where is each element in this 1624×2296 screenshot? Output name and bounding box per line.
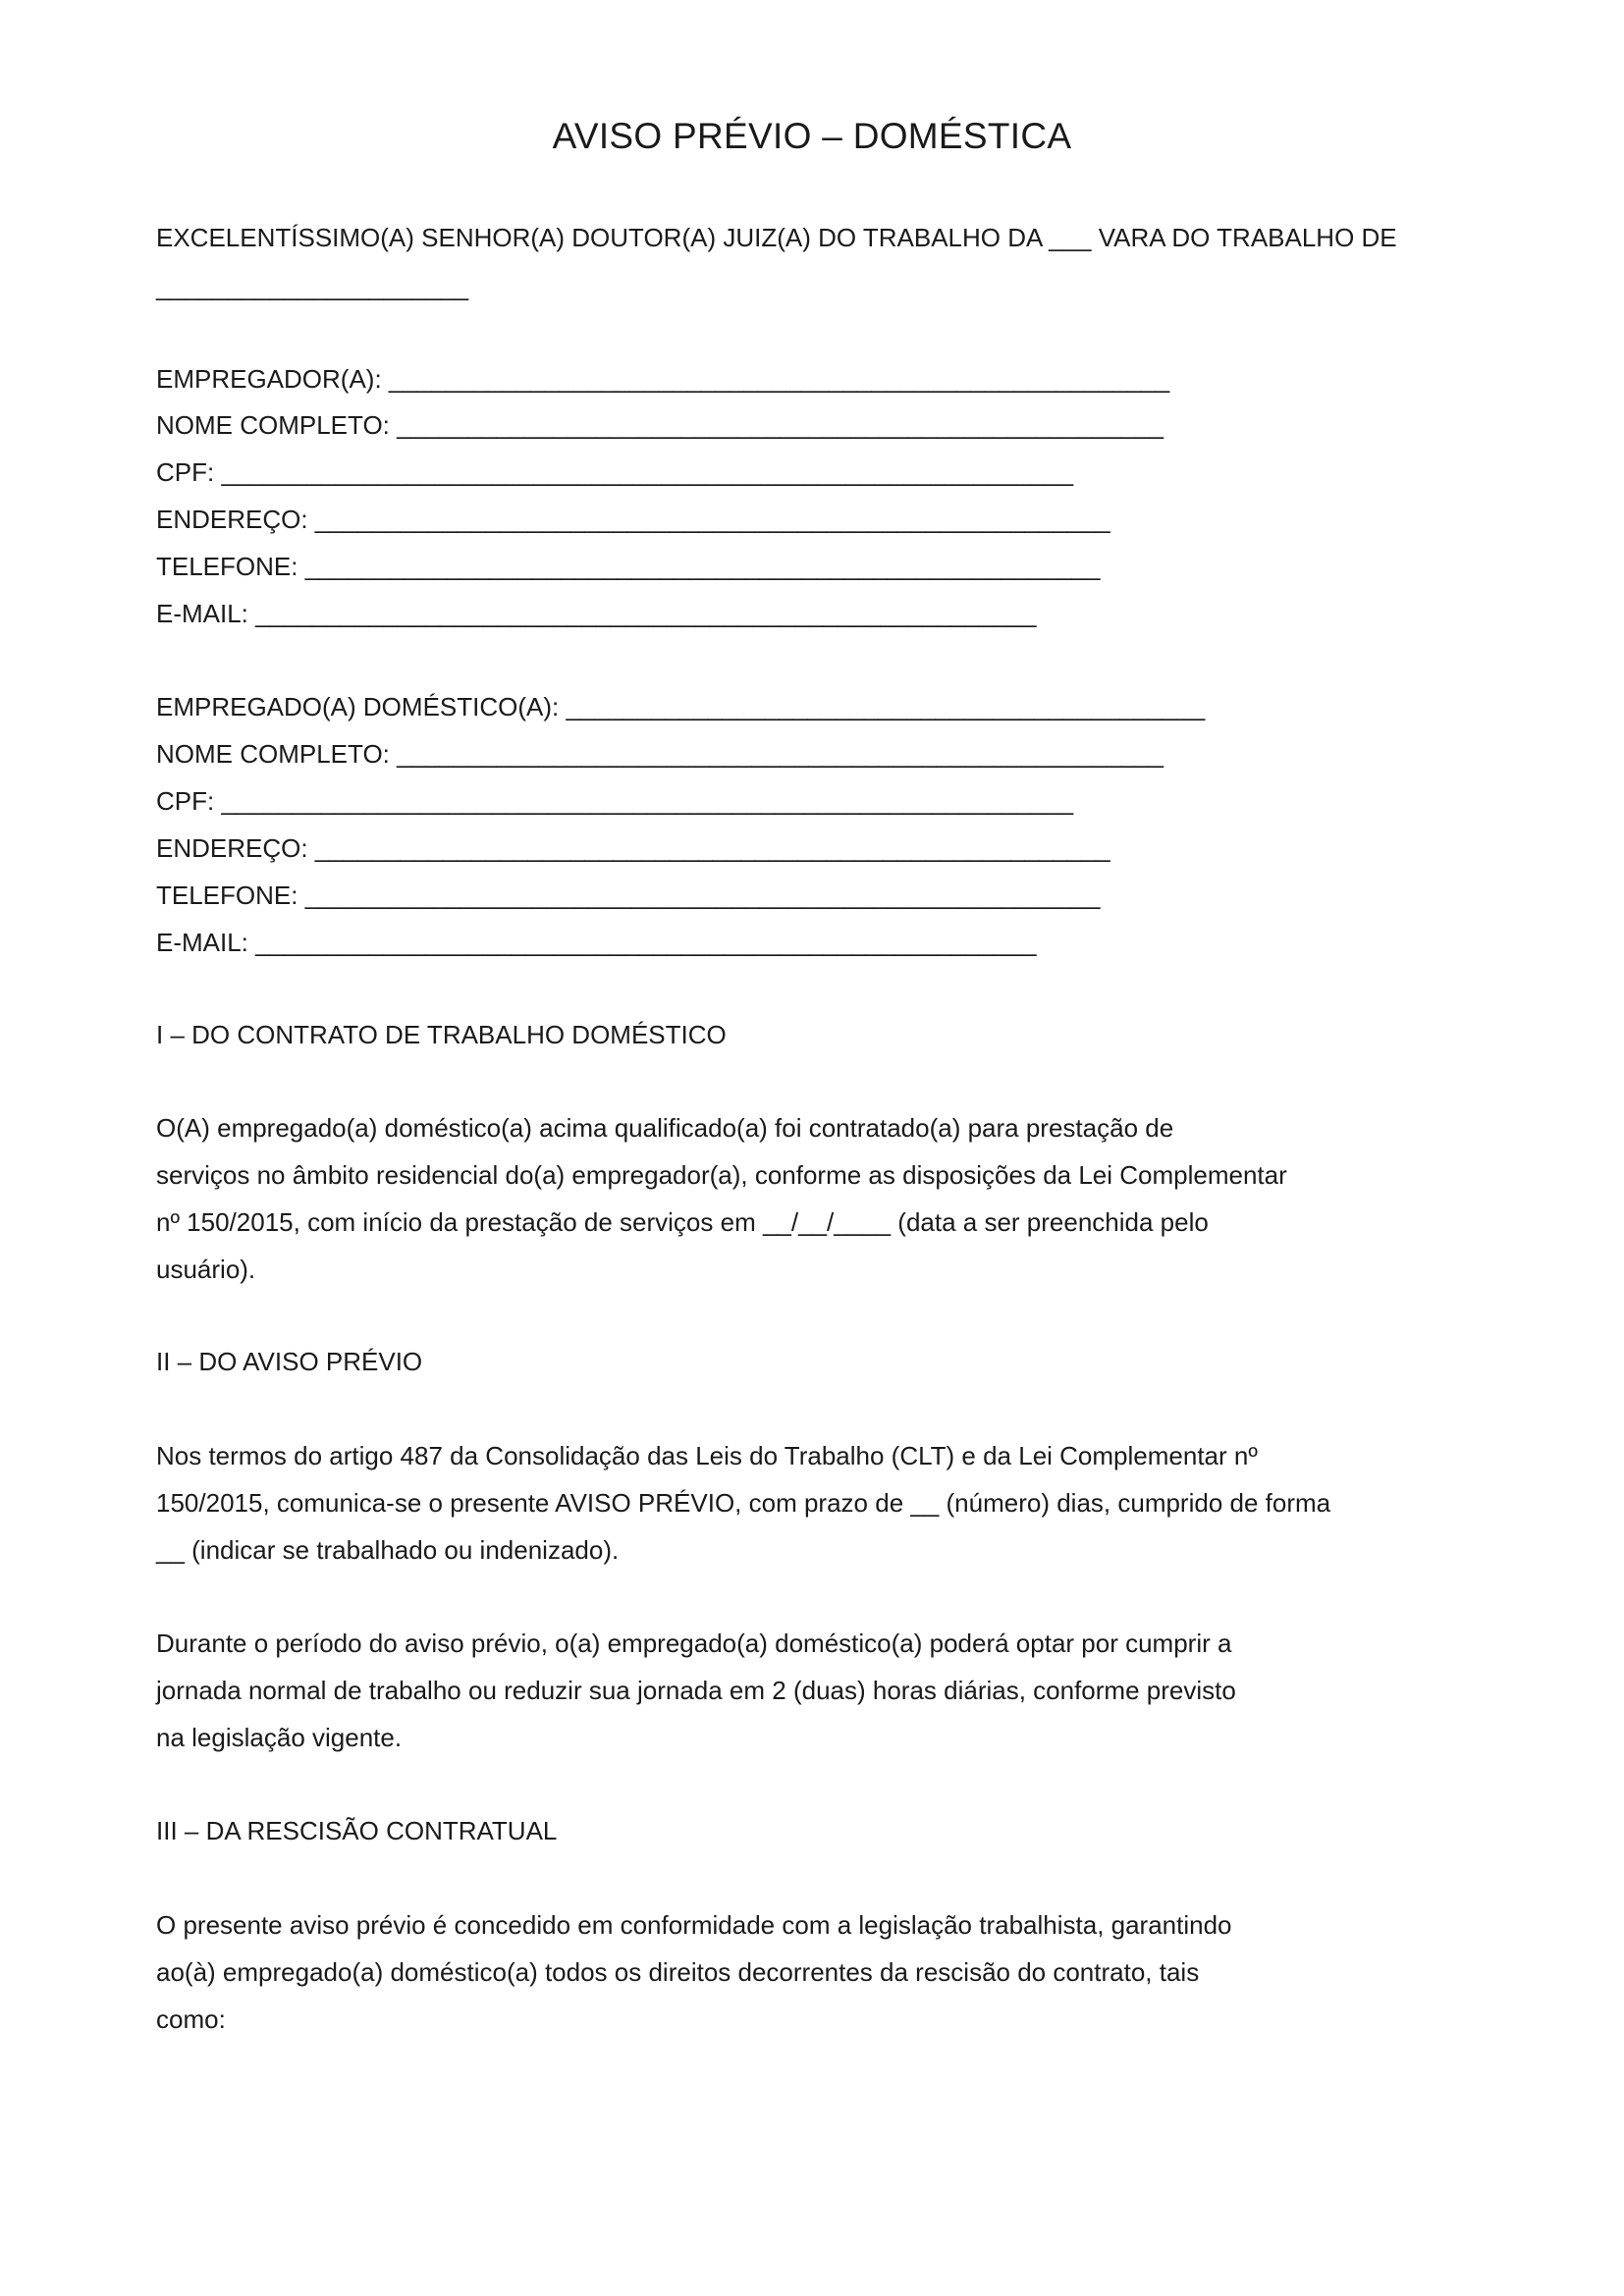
section-2-heading: II – DO AVISO PRÉVIO bbox=[156, 1347, 423, 1376]
section-2-p2-line-2: jornada normal de trabalho ou reduzir sua jornada em 2 (duas) horas diárias, conforme previsto bbox=[156, 1676, 1236, 1705]
employee-address-field: ENDEREÇO: ________________________________________________________ bbox=[156, 833, 1110, 863]
employee-name-field: NOME COMPLETO: ______________________________________________________ bbox=[156, 739, 1164, 769]
employee-cpf-field: CPF: ____________________________________________________________ bbox=[156, 786, 1074, 816]
section-2-p2-line-3: na legislação vigente. bbox=[156, 1723, 403, 1752]
addressee-line-2: ______________________ bbox=[156, 272, 469, 301]
document-title: AVISO PRÉVIO – DOMÉSTICA bbox=[552, 116, 1072, 156]
section-1-line-1: O(A) empregado(a) doméstico(a) acima qualificado(a) foi contratado(a) para prestação de bbox=[156, 1113, 1174, 1143]
employer-email-field: E-MAIL: _______________________________________________________ bbox=[156, 599, 1037, 628]
employer-cpf-field: CPF: ____________________________________________________________ bbox=[156, 457, 1074, 487]
section-2-p2-line-1: Durante o período do aviso prévio, o(a) empregado(a) doméstico(a) poderá optar por cumprir a bbox=[156, 1629, 1232, 1658]
employer-address-field: ENDEREÇO: ________________________________________________________ bbox=[156, 505, 1110, 534]
section-3-line-2: ao(à) empregado(a) doméstico(a) todos os direitos decorrentes da rescisão do contrato, tais bbox=[156, 1957, 1200, 1987]
addressee-line-1: EXCELENTÍSSIMO(A) SENHOR(A) DOUTOR(A) JUIZ(A) DO TRABALHO DA ___ VARA DO TRABALHO DE bbox=[156, 223, 1397, 252]
employer-heading: EMPREGADOR(A): _______________________________________________________ bbox=[156, 364, 1170, 394]
section-3-line-3: como: bbox=[156, 2004, 226, 2034]
section-1-line-3: nº 150/2015, com início da prestação de serviços em __/__/____ (data a ser preenchida pelo bbox=[156, 1207, 1209, 1237]
section-1-line-2: serviços no âmbito residencial do(a) empregador(a), conforme as disposições da Lei Complementar bbox=[156, 1160, 1287, 1190]
employer-phone-field: TELEFONE: ________________________________________________________ bbox=[156, 552, 1101, 581]
employee-email-field: E-MAIL: _______________________________________________________ bbox=[156, 928, 1037, 957]
section-1-line-4: usuário). bbox=[156, 1255, 256, 1284]
section-2-p1-line-1: Nos termos do artigo 487 da Consolidação das Leis do Trabalho (CLT) e da Lei Complementar nº bbox=[156, 1441, 1258, 1470]
employer-name-field: NOME COMPLETO: ______________________________________________________ bbox=[156, 410, 1164, 440]
section-3-line-1: O presente aviso prévio é concedido em conformidade com a legislação trabalhista, garantindo bbox=[156, 1910, 1232, 1940]
employee-phone-field: TELEFONE: ________________________________________________________ bbox=[156, 881, 1101, 910]
section-3-heading: III – DA RESCISÃO CONTRATUAL bbox=[156, 1816, 558, 1845]
employee-heading: EMPREGADO(A) DOMÉSTICO(A): _____________________________________________ bbox=[156, 692, 1206, 721]
section-2-p1-line-2: 150/2015, comunica-se o presente AVISO PRÉVIO, com prazo de __ (número) dias, cumprido de forma bbox=[156, 1488, 1331, 1518]
section-2-p1-line-3: __ (indicar se trabalhado ou indenizado). bbox=[156, 1535, 620, 1565]
section-1-heading: I – DO CONTRATO DE TRABALHO DOMÉSTICO bbox=[156, 1020, 727, 1049]
